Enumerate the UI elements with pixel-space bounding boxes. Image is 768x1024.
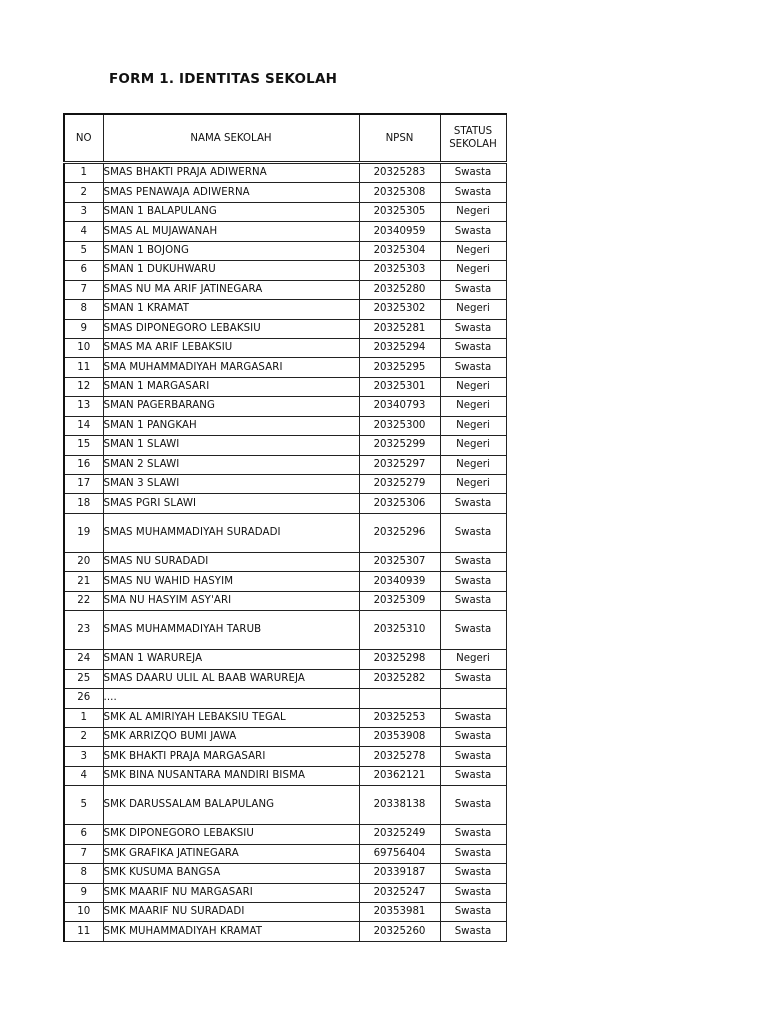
row-number: 5 xyxy=(64,241,103,260)
school-name: SMAS MUHAMMADIYAH SURADADI xyxy=(103,513,359,552)
npsn-code: 20325305 xyxy=(359,202,440,221)
table-row xyxy=(64,241,506,260)
npsn-code: 20340959 xyxy=(359,222,440,241)
table-row xyxy=(64,475,506,494)
school-name: SMAN 1 BALAPULANG xyxy=(103,202,359,221)
school-name: SMK KUSUMA BANGSA xyxy=(103,864,359,883)
npsn-code: 69756404 xyxy=(359,844,440,863)
row-number: 7 xyxy=(64,280,103,299)
npsn-code: 20353981 xyxy=(359,903,440,922)
school-status: Swasta xyxy=(440,747,506,766)
npsn-code: 20325296 xyxy=(359,513,440,552)
npsn-code: 20325247 xyxy=(359,883,440,902)
npsn-code: 20325294 xyxy=(359,338,440,357)
school-name: SMAS DIPONEGORO LEBAKSIU xyxy=(103,319,359,338)
npsn-code: 20325279 xyxy=(359,475,440,494)
table-row xyxy=(64,202,506,221)
school-status: Swasta xyxy=(440,903,506,922)
row-number: 4 xyxy=(64,222,103,241)
row-number: 7 xyxy=(64,844,103,863)
school-status: Swasta xyxy=(440,513,506,552)
table-row xyxy=(64,786,506,825)
table-row xyxy=(64,222,506,241)
row-number: 9 xyxy=(64,883,103,902)
table-row xyxy=(64,727,506,746)
npsn-code: 20340939 xyxy=(359,572,440,591)
table-row xyxy=(64,319,506,338)
school-name: SMAN 1 MARGASARI xyxy=(103,377,359,396)
npsn-code: 20325303 xyxy=(359,261,440,280)
row-number: 5 xyxy=(64,786,103,825)
table-row xyxy=(64,552,506,571)
row-number: 24 xyxy=(64,650,103,669)
school-name: SMK MAARIF NU SURADADI xyxy=(103,903,359,922)
npsn-code: 20325300 xyxy=(359,416,440,435)
table-row xyxy=(64,494,506,513)
school-status: Swasta xyxy=(440,727,506,746)
row-number: 1 xyxy=(64,163,103,183)
school-name: SMAN 1 WARUREJA xyxy=(103,650,359,669)
table-row xyxy=(64,903,506,922)
row-number: 18 xyxy=(64,494,103,513)
school-name: SMAN PAGERBARANG xyxy=(103,397,359,416)
school-status: Swasta xyxy=(440,494,506,513)
school-name: SMK GRAFIKA JATINEGARA xyxy=(103,844,359,863)
npsn-code: 20353908 xyxy=(359,727,440,746)
school-name: SMA MUHAMMADIYAH MARGASARI xyxy=(103,358,359,377)
row-number: 13 xyxy=(64,397,103,416)
school-name: SMAS MUHAMMADIYAH TARUB xyxy=(103,611,359,650)
row-number: 16 xyxy=(64,455,103,474)
school-name: SMK BINA NUSANTARA MANDIRI BISMA xyxy=(103,766,359,785)
school-status: Negeri xyxy=(440,261,506,280)
npsn-code: 20338138 xyxy=(359,786,440,825)
school-status: Negeri xyxy=(440,436,506,455)
row-number: 8 xyxy=(64,864,103,883)
table-row xyxy=(64,436,506,455)
row-number: 3 xyxy=(64,202,103,221)
school-status: Swasta xyxy=(440,611,506,650)
school-name: SMK AL AMIRIYAH LEBAKSIU TEGAL xyxy=(103,708,359,727)
school-status: Negeri xyxy=(440,416,506,435)
school-name: SMAS AL MUJAWANAH xyxy=(103,222,359,241)
school-status: Swasta xyxy=(440,825,506,844)
school-status: Negeri xyxy=(440,455,506,474)
school-name: SMAN 1 BOJONG xyxy=(103,241,359,260)
row-number: 26 xyxy=(64,689,103,708)
row-number: 14 xyxy=(64,416,103,435)
school-name: SMAS MA ARIF LEBAKSIU xyxy=(103,338,359,357)
npsn-code: 20325280 xyxy=(359,280,440,299)
school-status: Swasta xyxy=(440,883,506,902)
row-number: 21 xyxy=(64,572,103,591)
school-name: SMAN 1 PANGKAH xyxy=(103,416,359,435)
table-row xyxy=(64,377,506,396)
school-status: Swasta xyxy=(440,708,506,727)
row-number: 1 xyxy=(64,708,103,727)
row-number: 10 xyxy=(64,338,103,357)
school-status: Swasta xyxy=(440,222,506,241)
school-status: Swasta xyxy=(440,786,506,825)
school-name: SMAN 1 DUKUHWARU xyxy=(103,261,359,280)
table-row xyxy=(64,183,506,202)
row-number: 11 xyxy=(64,922,103,941)
school-name: SMAN 1 KRAMAT xyxy=(103,300,359,319)
row-number: 6 xyxy=(64,261,103,280)
npsn-code: 20325297 xyxy=(359,455,440,474)
school-name: SMK MUHAMMADIYAH KRAMAT xyxy=(103,922,359,941)
row-number: 22 xyxy=(64,591,103,610)
row-number: 20 xyxy=(64,552,103,571)
school-name: SMAS NU MA ARIF JATINEGARA xyxy=(103,280,359,299)
school-status: Swasta xyxy=(440,572,506,591)
row-number: 25 xyxy=(64,669,103,688)
row-number: 19 xyxy=(64,513,103,552)
school-status: Swasta xyxy=(440,766,506,785)
school-name: SMK MAARIF NU MARGASARI xyxy=(103,883,359,902)
npsn-code: 20325308 xyxy=(359,183,440,202)
npsn-code: 20325281 xyxy=(359,319,440,338)
school-status: Negeri xyxy=(440,397,506,416)
school-name: SMAN 1 SLAWI xyxy=(103,436,359,455)
npsn-code: 20325249 xyxy=(359,825,440,844)
table-row xyxy=(64,300,506,319)
table-body xyxy=(64,163,506,942)
school-name: SMAN 3 SLAWI xyxy=(103,475,359,494)
table-row xyxy=(64,864,506,883)
header-school-name: NAMA SEKOLAH xyxy=(103,114,359,163)
table-row xyxy=(64,416,506,435)
header-row xyxy=(64,114,506,163)
row-number: 9 xyxy=(64,319,103,338)
page-title: FORM 1. IDENTITAS SEKOLAH xyxy=(109,71,338,87)
row-number: 12 xyxy=(64,377,103,396)
npsn-code: 20339187 xyxy=(359,864,440,883)
school-name: SMAS BHAKTI PRAJA ADIWERNA xyxy=(103,163,359,183)
table-row xyxy=(64,280,506,299)
table-row xyxy=(64,338,506,357)
school-status: Negeri xyxy=(440,650,506,669)
npsn-code: 20325307 xyxy=(359,552,440,571)
table-header xyxy=(64,114,506,163)
school-name: SMAS DAARU ULIL AL BAAB WARUREJA xyxy=(103,669,359,688)
npsn-code: 20325295 xyxy=(359,358,440,377)
school-name: SMK ARRIZQO BUMI JAWA xyxy=(103,727,359,746)
table-row xyxy=(64,766,506,785)
school-status: Swasta xyxy=(440,280,506,299)
row-number: 23 xyxy=(64,611,103,650)
table-row xyxy=(64,922,506,941)
npsn-code: 20325283 xyxy=(359,163,440,183)
header-no: NO xyxy=(64,114,103,163)
npsn-code: 20325304 xyxy=(359,241,440,260)
npsn-code: 20325309 xyxy=(359,591,440,610)
npsn-code: 20325302 xyxy=(359,300,440,319)
table-row xyxy=(64,572,506,591)
table-row xyxy=(64,163,506,183)
school-status: Negeri xyxy=(440,300,506,319)
school-status: Negeri xyxy=(440,202,506,221)
table-row xyxy=(64,513,506,552)
school-identity-table xyxy=(63,113,507,942)
table-row xyxy=(64,650,506,669)
row-number: 11 xyxy=(64,358,103,377)
row-number: 10 xyxy=(64,903,103,922)
table-row xyxy=(64,689,506,708)
school-name: SMAN 2 SLAWI xyxy=(103,455,359,474)
npsn-code: 20325306 xyxy=(359,494,440,513)
npsn-code: 20325301 xyxy=(359,377,440,396)
npsn-code: 20362121 xyxy=(359,766,440,785)
school-status: Swasta xyxy=(440,552,506,571)
table-row xyxy=(64,591,506,610)
school-status: Swasta xyxy=(440,669,506,688)
row-number: 15 xyxy=(64,436,103,455)
table-row xyxy=(64,883,506,902)
school-name: SMK DARUSSALAM BALAPULANG xyxy=(103,786,359,825)
school-status: Swasta xyxy=(440,864,506,883)
school-status: Swasta xyxy=(440,358,506,377)
npsn-code: 20325253 xyxy=(359,708,440,727)
school-status: Negeri xyxy=(440,241,506,260)
table-row xyxy=(64,825,506,844)
npsn-code: 20325298 xyxy=(359,650,440,669)
school-name: SMAS PENAWAJA ADIWERNA xyxy=(103,183,359,202)
table-row xyxy=(64,261,506,280)
school-status xyxy=(440,689,506,708)
header-npsn: NPSN xyxy=(359,114,440,163)
npsn-code: 20325310 xyxy=(359,611,440,650)
school-status: Swasta xyxy=(440,183,506,202)
school-status: Swasta xyxy=(440,319,506,338)
school-status: Swasta xyxy=(440,338,506,357)
table-row xyxy=(64,844,506,863)
school-status: Swasta xyxy=(440,163,506,183)
school-name: SMA NU HASYIM ASY'ARI xyxy=(103,591,359,610)
row-number: 8 xyxy=(64,300,103,319)
row-number: 3 xyxy=(64,747,103,766)
table-row xyxy=(64,455,506,474)
npsn-code: 20340793 xyxy=(359,397,440,416)
table-row xyxy=(64,397,506,416)
row-number: 4 xyxy=(64,766,103,785)
npsn-code: 20325278 xyxy=(359,747,440,766)
school-name: .... xyxy=(103,689,359,708)
school-status: Swasta xyxy=(440,844,506,863)
school-name: SMK BHAKTI PRAJA MARGASARI xyxy=(103,747,359,766)
header-status: STATUS SEKOLAH xyxy=(440,114,506,163)
table-row xyxy=(64,358,506,377)
table-row xyxy=(64,669,506,688)
npsn-code: 20325299 xyxy=(359,436,440,455)
row-number: 6 xyxy=(64,825,103,844)
school-name: SMAS NU WAHID HASYIM xyxy=(103,572,359,591)
row-number: 2 xyxy=(64,727,103,746)
school-status: Swasta xyxy=(440,922,506,941)
school-status: Negeri xyxy=(440,475,506,494)
table-row xyxy=(64,611,506,650)
school-name: SMAS NU SURADADI xyxy=(103,552,359,571)
row-number: 2 xyxy=(64,183,103,202)
school-name: SMAS PGRI SLAWI xyxy=(103,494,359,513)
npsn-code xyxy=(359,689,440,708)
school-status: Negeri xyxy=(440,377,506,396)
table-row xyxy=(64,747,506,766)
row-number: 17 xyxy=(64,475,103,494)
npsn-code: 20325282 xyxy=(359,669,440,688)
npsn-code: 20325260 xyxy=(359,922,440,941)
table-row xyxy=(64,708,506,727)
school-name: SMK DIPONEGORO LEBAKSIU xyxy=(103,825,359,844)
school-status: Swasta xyxy=(440,591,506,610)
